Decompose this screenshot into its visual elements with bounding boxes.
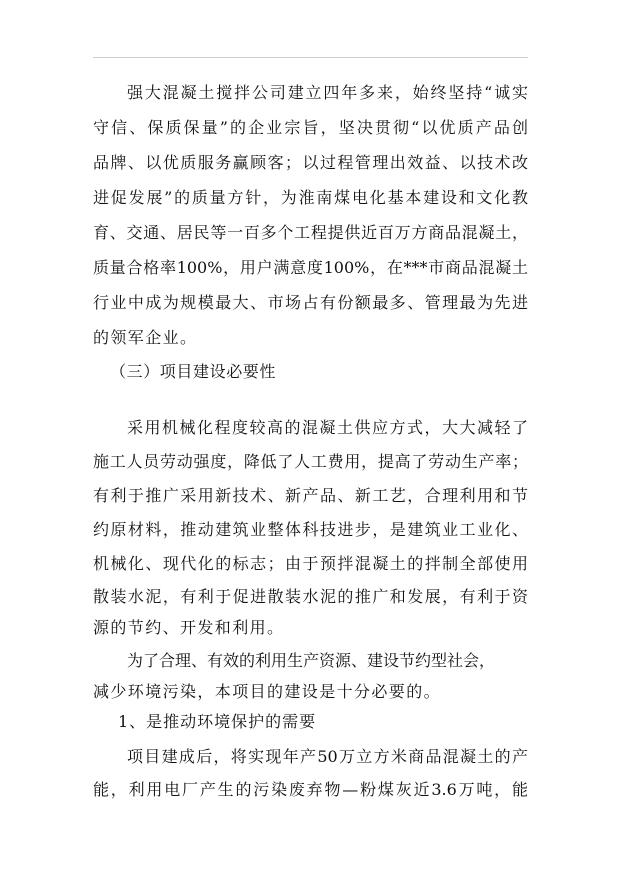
paragraph-line: 能，利用电厂产生的污染废弃物—粉煤灰近3.6万吨，能 (93, 780, 528, 799)
paragraph-line: 品牌、以优质服务赢顾客；以过程管理出效益、以技术改 (93, 153, 528, 172)
paragraph-line: 有利于推广采用新技术、新产品、新工艺，合理利用和节 (93, 486, 528, 505)
paragraph-line: 约原材料，推动建筑业整体科技进步，是建筑业工业化、 (93, 520, 528, 539)
paragraph-line: 育、交通、居民等一百多个工程提供近百万方商品混凝土， (93, 223, 528, 242)
paragraph-line: 为了合理、有效的利用生产资源、建设节约型社会， (127, 651, 496, 670)
header-rule (93, 57, 528, 58)
paragraph-line: 减少环境污染，本项目的建设是十分必要的。 (93, 682, 442, 701)
paragraph-line: 机械化、现代化的标志；由于预拌混凝土的拌制全部使用 (93, 554, 528, 573)
section-heading: （三）项目建设必要性 (110, 362, 277, 381)
paragraph-line: 守信、保质保量”的企业宗旨，坚决贯彻“以优质产品创 (93, 118, 528, 137)
paragraph-line: 采用机械化程度较高的混凝土供应方式，大大减轻了 (127, 418, 528, 437)
paragraph-line: 施工人员劳动强度，降低了人工费用，提高了劳动生产率； (93, 452, 528, 471)
paragraph-line: 项目建成后，将实现年产50万立方米商品混凝土的产 (127, 747, 528, 766)
paragraph-line: 质量合格率100%，用户满意度100%，在***市商品混凝土 (93, 258, 528, 277)
paragraph-line: 强大混凝土搅拌公司建立四年多来，始终坚持“诚实 (127, 83, 528, 102)
paragraph-line: 散装水泥，有利于促进散装水泥的推广和发展，有利于资 (93, 587, 528, 606)
paragraph-line: 源的节约、开发和利用。 (93, 618, 285, 637)
subheading: 1、是推动环境保护的需要 (118, 712, 317, 731)
paragraph-line: 的领军企业。 (93, 328, 198, 347)
paragraph-line: 进促发展”的质量方针，为淮南煤电化基本建设和文化教 (93, 188, 528, 207)
paragraph-line: 行业中成为规模最大、市场占有份额最多、管理最为先进 (93, 293, 528, 312)
